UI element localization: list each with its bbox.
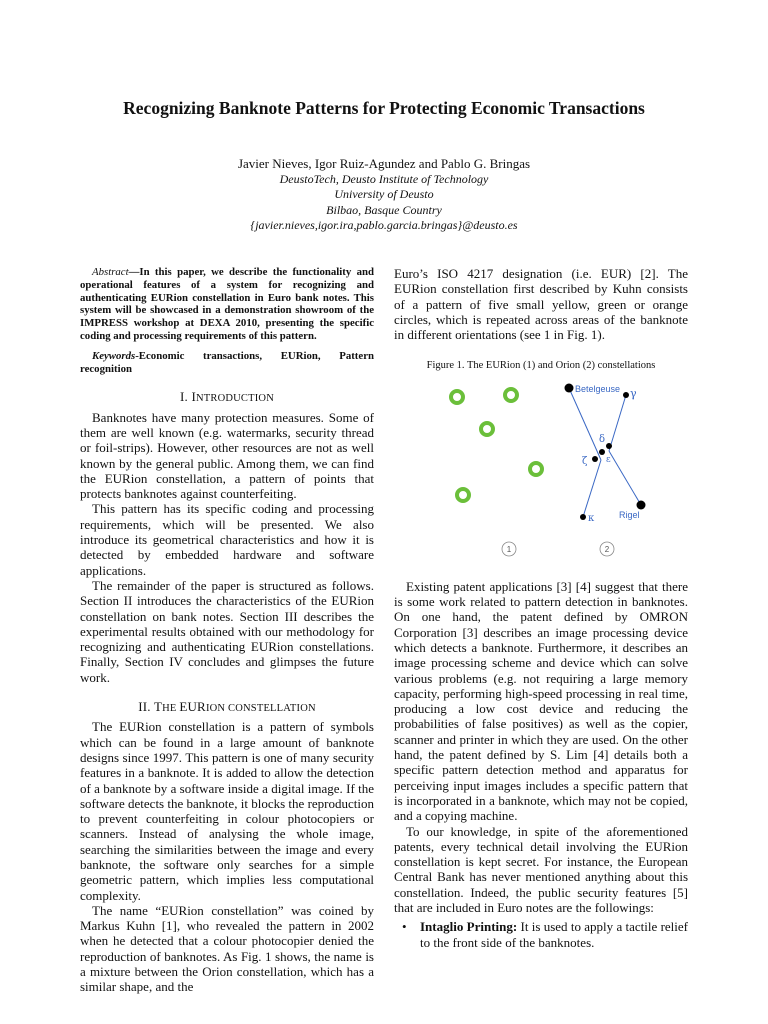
affiliation-line: University of Deusto [334, 187, 434, 201]
orion-line [609, 395, 626, 451]
label-delta: δ [599, 433, 606, 445]
paragraph: Banknotes have many protection measures. Some of them are well known (e.g. watermarks, security thread or foil-strips). However, other resources are not as well known by the general public. Among them, we can find the EURion constellation, a pattern of points that protects banknotes against counterfeiting. [80, 409, 374, 502]
star-rigel [637, 500, 646, 509]
author-email: {javier.nieves,igor.ira,pablo.garcia.bringas}@deusto.es [250, 218, 518, 232]
orion-line [583, 460, 601, 517]
eurion-ring [481, 423, 493, 435]
section-heading-eurion: II. THE EURION CONSTELLATION [138, 699, 316, 715]
figure-caption: Figure 1. The EURion (1) and Orion (2) constellations [426, 360, 656, 372]
author-names: Javier Nieves, Igor Ruiz-Agundez and Pablo G. Bringas [237, 156, 531, 171]
author-block [0, 156, 768, 234]
star-zeta [592, 456, 598, 462]
abstract-text: —In this paper, we describe the functionality and operational features of a system for recognizing and authenticating EURion constellation in Euro bank notes. This system will be showcased in a demonstration showroom of the IMPRESS workshop at DEXA 2010, presenting the specific coding and processing requirements of this pattern. [80, 266, 374, 342]
bullet-label: Intaglio Printing: [420, 919, 518, 935]
keywords-label: Keywords [92, 349, 136, 362]
star-betelgeuse [565, 383, 574, 392]
eurion-ring [451, 391, 463, 403]
affiliation-line: Bilbao, Basque Country [326, 202, 442, 217]
marker-1-label: 1 [506, 544, 512, 554]
label-rigel: Rigel [619, 509, 640, 520]
label-kappa: κ [588, 512, 595, 524]
paper-title: Recognizing Banknote Patterns for Protecting Economic Transactions [123, 98, 645, 118]
left-column [80, 266, 374, 995]
keywords [80, 350, 374, 376]
paragraph: To our knowledge, in spite of the aforementioned patents, every technical detail involving the EURion constellation is kept secret. For instance, the European Central Bank has never mentioned anything about this constellation. Indeed, the public security features [5] that are included in Euro notes are the followings: [394, 823, 688, 916]
keywords-text: -Economic transactions, EURion, Pattern recognition [80, 349, 374, 375]
constellation-diagram [394, 380, 688, 565]
eurion-ring [505, 389, 517, 401]
paragraph: The remainder of the paper is structured as follows. Section II introduces the characteristics of the EURion constellation on bank notes. Section III describes the experimental results obtained with our methodology for recognizing and authenticating EURion constellations. Finally, Section IV concludes and glimpses the future work. [80, 577, 374, 685]
abstract [80, 266, 374, 343]
star-delta [606, 443, 612, 449]
right-column [394, 266, 688, 950]
bullet-item [394, 919, 688, 950]
paragraph: This pattern has its specific coding and processing requirements, which will be presented. We also introduce its geometrical characteristics and how it is detected by embedded hardware and software applications. [80, 501, 374, 578]
marker-2-label: 2 [604, 544, 610, 554]
star-gamma [623, 392, 629, 398]
star-kappa [580, 514, 586, 520]
star-epsilon [599, 449, 605, 455]
orion-line [609, 451, 641, 505]
eurion-ring [457, 489, 469, 501]
figure-1 [394, 380, 688, 565]
orion-line [569, 388, 601, 460]
paragraph: The EURion constellation is a pattern of symbols which can be found in a large amount of banknote designs since 1997. This pattern is one of many security features in a banknote. It is added to allow the detection of a banknote by a software inside a digital image. If the software detects the banknote, it blocks the reproduction to prevent counterfeiting in colour photocopiers or scanners. Instead of analysing the whole image, searching the similarities between the image and every banknote, the software only searches for a simple geometric pattern, which implies less computational complexity. [80, 719, 374, 903]
paragraph: Existing patent applications [3] [4] suggest that there is some work related to pattern detection in banknotes. On one hand, the patent defined by OMRON Corporation [3] describes an image processing device which detects a banknote. Furthermore, it describes an image processing scheme and device which can solve various problems (e.g. not requiring a large memory capacity, performing high-speed processing in real time, producing a low cost device and reducing the probabilities of false positives) as well as the copier, scanner and printer in which they are used. On the other hand, the patent defined by S. Lim [4] details both a specific pattern detection method and apparatus for perceiving input images includes a specific pattern that is incorporated in a banknote, which may not be copied, and a copying machine. [394, 578, 688, 824]
bullet-text: It is used to apply a tactile relief to the front side of the banknotes. [420, 919, 688, 950]
section-heading-introduction: I. INTRODUCTION [180, 389, 274, 405]
affiliation-line: DeustoTech, Deusto Institute of Technology [279, 171, 489, 186]
label-betelgeuse: Betelgeuse [575, 383, 621, 394]
paragraph: The name “EURion constellation” was coined by Markus Kuhn [1], who revealed the pattern in 2002 when he detected that a colour photocopier denied the reproduction of banknotes. As Fig. 1 shows, the name is a mixture between the Orion constellation, which has a similar shape, and the [80, 902, 374, 995]
eurion-ring [530, 463, 542, 475]
paragraph: Euro’s ISO 4217 designation (i.e. EUR) [2]. The EURion constellation first described by Kuhn consists of a pattern of five small yellow, green or orange circles, which is repeated across areas of the banknote in different orientations (see 1 in Fig. 1). [394, 266, 688, 343]
bullet-dot: • [402, 919, 407, 935]
label-zeta: ζ [582, 455, 588, 467]
label-gamma: γ [630, 386, 637, 400]
label-epsilon: ε [606, 454, 611, 465]
abstract-label: Abstract [92, 266, 129, 278]
